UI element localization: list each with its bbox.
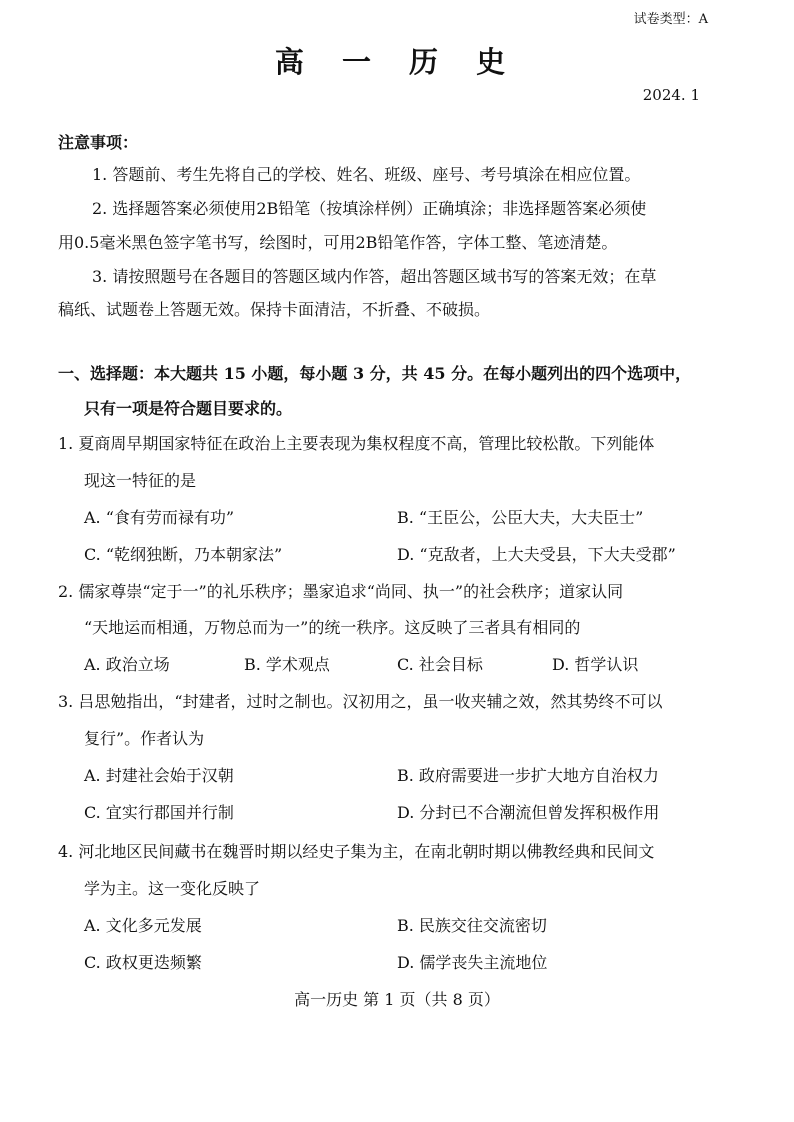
question-stem: 1. 夏商周早期国家特征在政治上主要表现为集权程度不高，管理比较松散。下列能体 (58, 434, 655, 453)
notice-item: 3. 请按照题号在各题目的答题区域内作答，超出答题区域书写的答案无效；在草 (92, 267, 657, 286)
option-d: D. 哲学认识 (552, 655, 639, 674)
question-stem: 3. 吕思勉指出，“封建者，过时之制也。汉初用之，虽一收夹辅之效，然其势终不可以 (58, 692, 663, 711)
question-stem-cont: 学为主。这一变化反映了 (84, 879, 261, 898)
option-a: A. 政治立场 (84, 655, 170, 674)
question-stem-cont: “天地运而相通，万物总而为一”的统一秩序。这反映了三者具有相同的 (84, 618, 581, 637)
option-c: C. 政权更迭频繁 (84, 953, 202, 972)
section-heading-cont: 只有一项是符合题目要求的。 (84, 399, 293, 418)
option-d: D. “克敌者，上大夫受县，下大夫受郡” (397, 545, 676, 564)
question-stem: 4. 河北地区民间藏书在魏晋时期以经史子集为主，在南北朝时期以佛教经典和民间文 (58, 842, 655, 861)
exam-title: 高 一 历 史 (274, 45, 520, 79)
option-b: B. 民族交往交流密切 (397, 916, 547, 935)
option-a: A. 文化多元发展 (84, 916, 202, 935)
option-c: C. 宜实行郡国并行制 (84, 803, 234, 822)
notice-item: 稿纸、试题卷上答题无效。保持卡面清洁，不折叠、不破损。 (58, 300, 491, 319)
notice-item: 1. 答题前、考生先将自己的学校、姓名、班级、座号、考号填涂在相应位置。 (92, 165, 641, 184)
option-c: C. 社会目标 (397, 655, 483, 674)
notice-item: 2. 选择题答案必须使用2B铅笔（按填涂样例）正确填涂；非选择题答案必须使 (92, 199, 647, 218)
paper-type-label: 试卷类型：A (633, 12, 708, 27)
notice-item: 用0.5毫米黑色签字笔书写，绘图时，可用2B铅笔作答，字体工整、笔迹清楚。 (58, 233, 618, 252)
exam-date: 2024. 1 (642, 86, 700, 104)
option-a: A. 封建社会始于汉朝 (84, 766, 234, 785)
option-c: C. “乾纲独断，乃本朝家法” (84, 545, 283, 564)
option-b: B. 学术观点 (244, 655, 330, 674)
option-b: B. 政府需要进一步扩大地方自治权力 (397, 766, 659, 785)
option-a: A. “食有劳而禄有功” (84, 508, 235, 527)
page-footer: 高一历史 第 1 页（共 8 页） (294, 990, 500, 1009)
option-b: B. “王臣公，公臣大夫，大夫臣士” (397, 508, 644, 527)
option-d: D. 儒学丧失主流地位 (397, 953, 548, 972)
question-stem: 2. 儒家尊崇“定于一”的礼乐秩序；墨家追求“尚同、执一”的社会秩序；道家认同 (58, 582, 624, 601)
notice-heading: 注意事项： (58, 133, 139, 152)
question-stem-cont: 现这一特征的是 (84, 471, 197, 490)
option-d: D. 分封已不合潮流但曾发挥积极作用 (397, 803, 660, 822)
question-stem-cont: 复行”。作者认为 (84, 729, 205, 748)
section-heading: 一、选择题：本大题共 15 小题，每小题 3 分，共 45 分。在每小题列出的四个选项中， (58, 364, 692, 383)
